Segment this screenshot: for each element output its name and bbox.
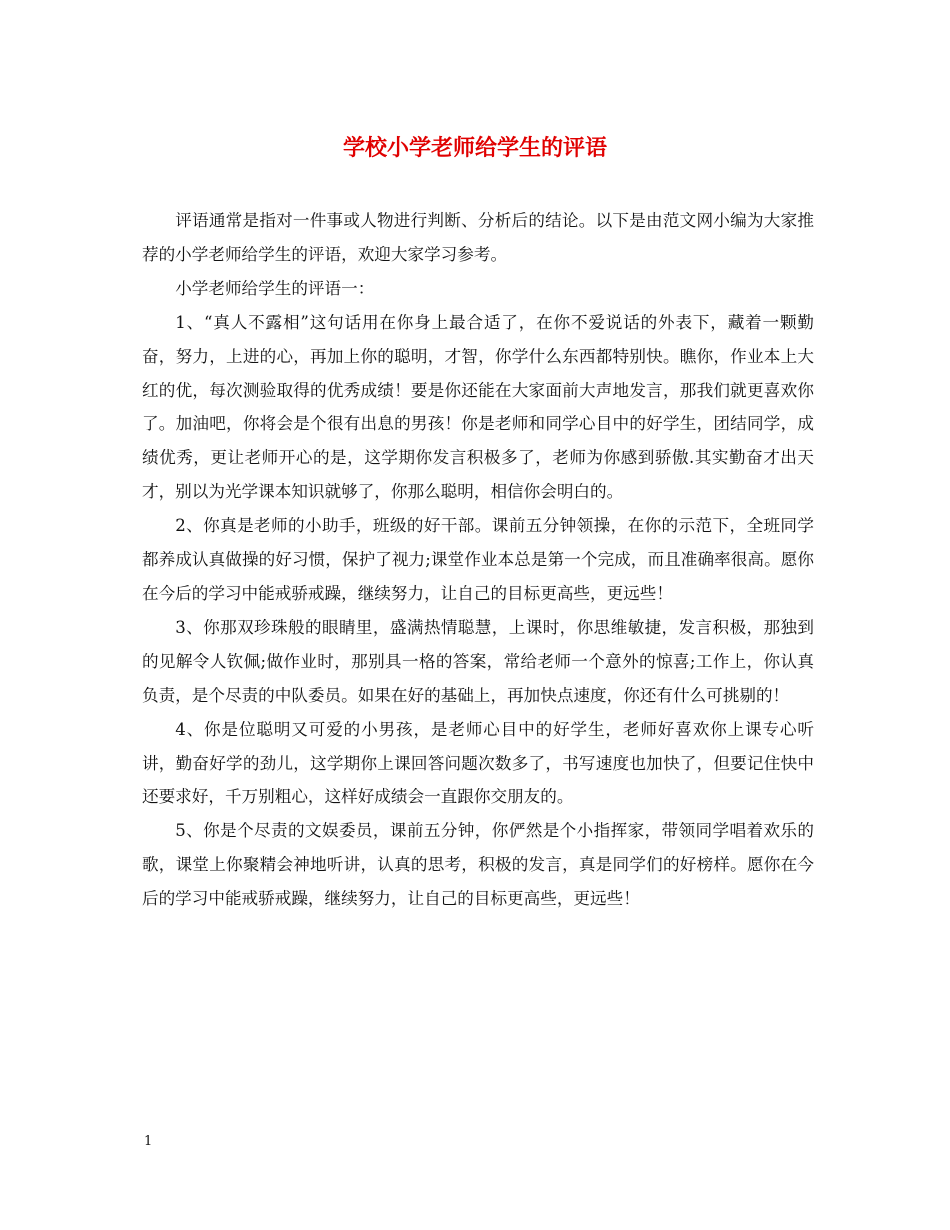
paragraph-comment-3: 3、你那双珍珠般的眼睛里，盛满热情聪慧，上课时，你思维敏捷，发言积极，那独到的见解令人钦佩;做作业时，那别具一格的答案，常给老师一个意外的惊喜;工作上，你认真负责，是个尽责的中队委员。如果在好的基础上，再加快点速度，你还有什么可挑剔的！ (142, 617, 814, 705)
page-number: 1 (144, 1134, 153, 1149)
paragraph-intro: 评语通常是指对一件事或人物进行判断、分析后的结论。以下是由范文网小编为大家推荐的小学老师给学生的评语，欢迎大家学习参考。 (142, 211, 814, 264)
paragraph-comment-2: 2、你真是老师的小助手，班级的好干部。课前五分钟领操，在你的示范下，全班同学都养成认真做操的好习惯，保护了视力;课堂作业本总是第一个完成，而且准确率很高。愿你在今后的学习中能戒骄戒躁，继续努力，让自己的目标更高些，更远些！ (142, 516, 814, 603)
paragraph-comment-5: 5、你是个尽责的文娱委员，课前五分钟，你俨然是个小指挥家，带领同学唱着欢乐的歌，课堂上你聚精会神地听讲，认真的思考，积极的发言，真是同学们的好榜样。愿你在今后的学习中能戒骄戒躁，继续努力，让自己的目标更高些，更远些！ (142, 821, 814, 909)
paragraph-section-heading: 小学老师给学生的评语一： (175, 278, 375, 298)
paragraph-comment-1: 1、“真人不露相”这句话用在你身上最合适了，在你不爱说话的外表下，藏着一颗勤奋，努力，上进的心，再加上你的聪明，才智，你学什么东西都特别快。瞧你，作业本上大红的优，每次测验取得的优秀成绩！要是你还能在大家面前大声地发言，那我们就更喜欢你了。加油吧，你将会是个很有出息的男孩！你是老师和同学心目中的好学生，团结同学，成绩优秀，更让老师开心的是，这学期你发言积极多了，老师为你感到骄傲.其实勤奋才出天才，别以为光学课本知识就够了，你那么聪明，相信你会明白的。 (142, 312, 814, 502)
document-title: 学校小学老师给学生的评语 (342, 135, 607, 161)
document-body (142, 204, 814, 916)
paragraph-comment-4: 4、你是位聪明又可爱的小男孩，是老师心目中的好学生，老师好喜欢你上课专心听讲，勤奋好学的劲儿，这学期你上课回答问题次数多了，书写速度也加快了，但要记住快中还要求好，千万别粗心，这样好成绩会一直跟你交朋友的。 (142, 719, 814, 807)
